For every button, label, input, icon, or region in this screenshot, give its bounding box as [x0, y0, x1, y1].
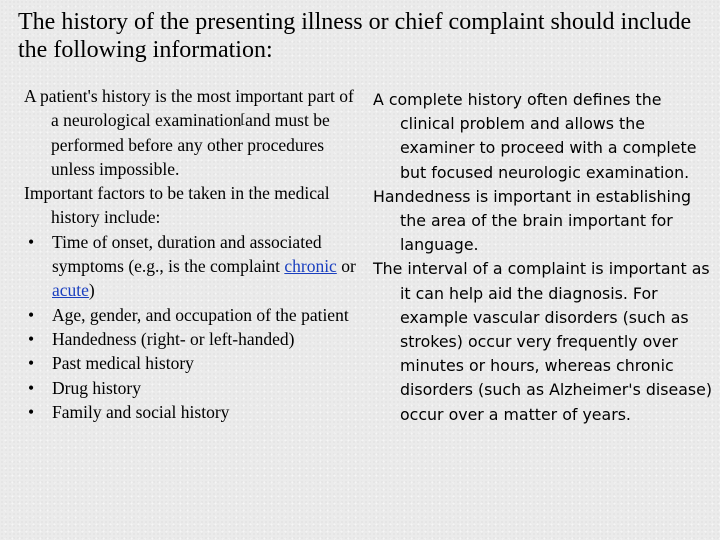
- chronic-link[interactable]: chronic: [284, 256, 337, 277]
- list-item-text: Family and social history: [52, 401, 230, 422]
- left-paragraph-importance-text: A patient's history is the most important part of a neurological examination: [24, 86, 354, 131]
- list-item-text: Drug history: [52, 377, 141, 398]
- slide-title: The history of the presenting illness or chief complaint should include the following information:: [18, 9, 692, 63]
- citation-bracket: [: [240, 112, 246, 128]
- bullet-icon: •: [28, 401, 35, 422]
- bullet-icon: •: [28, 231, 35, 252]
- list-item-drug-history: [24, 376, 364, 400]
- list-item-text: Past medical history: [52, 353, 194, 374]
- list-item-text: Handedness (right- or left-handed): [52, 328, 295, 349]
- left-column: [24, 84, 364, 424]
- right-paragraph-handedness: Handedness is important in establishing the area of the brain important for language.: [373, 186, 691, 255]
- bullet-icon: •: [28, 304, 35, 325]
- list-item-family-social: [24, 400, 364, 424]
- bullet-icon: •: [28, 328, 35, 349]
- list-item-text: ): [88, 280, 95, 301]
- acute-link[interactable]: acute: [52, 280, 89, 301]
- list-item-text: Time of onset, duration and associated symptoms (e.g., is the complaint: [52, 231, 322, 277]
- right-paragraph-interval: The interval of a complaint is important as it can help aid the diagnosis. For example vascular disorders (such as strokes) occur very frequently over minutes or hours, whereas chronic disorders (such as Alzheimer's disease) occur over a matter of years.: [373, 259, 713, 424]
- bullet-icon: •: [28, 377, 35, 398]
- factor-list: [24, 230, 364, 424]
- list-item-onset: [24, 230, 364, 303]
- list-item-text: Age, gender, and occupation of the patient: [52, 304, 349, 325]
- list-item-handedness: [24, 327, 364, 351]
- right-paragraph-complete-history: A complete history often defines the clinical problem and allows the examiner to proceed with a complete but focused neurologic examination.: [373, 90, 697, 182]
- list-item-age: [24, 303, 364, 327]
- bullet-icon: •: [28, 353, 35, 374]
- list-item-text: or: [336, 256, 356, 277]
- left-paragraph-importance: [24, 84, 364, 181]
- left-paragraph-factors: Important factors to be taken in the medical history include:: [24, 183, 330, 228]
- right-column: [373, 88, 718, 427]
- left-paragraph-importance-text-cont: and must be performed before any other procedures unless impossible.: [51, 110, 330, 179]
- list-item-medical-history: [24, 351, 364, 375]
